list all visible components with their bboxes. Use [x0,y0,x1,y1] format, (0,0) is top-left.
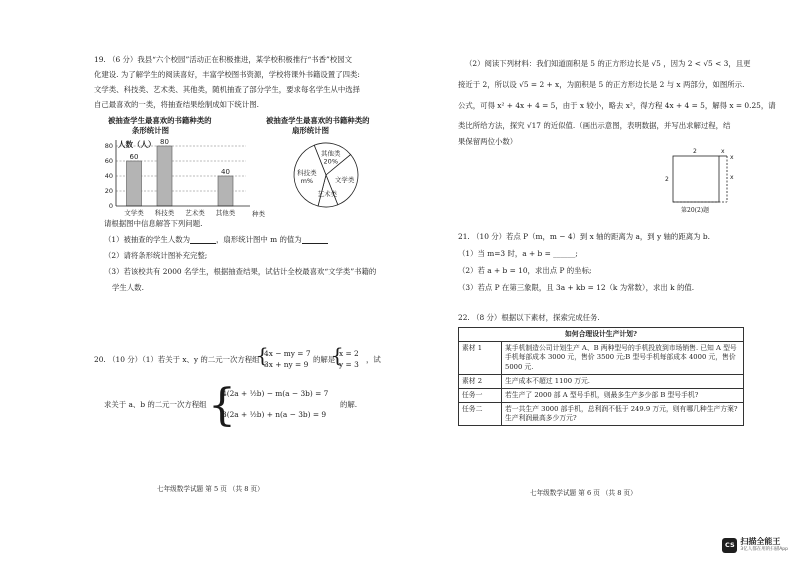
q20b-line5: 果保留两位小数） [458,137,518,146]
row-text: 若一共生产 3000 部手机，总利润不低于 249.9 万元，则有哪几种生产方案? 生产利润最高多少万元? [502,403,744,426]
bar [157,146,172,206]
q19-line4: 自己最喜欢的一类，将抽查结果绘制成如下统计图. [94,100,259,109]
pie-slice-label: 其他类 [321,149,341,158]
q19-line1: 19. （6 分）我县“六个校园”活动正在积极推进，某学校积极推行“书香”校园文 [94,55,352,64]
bar-xlabel: 种类 [252,210,265,218]
bar-category-label: 其他类 [215,209,236,217]
figure-caption: 第20(2)题 [681,207,710,214]
bar-category-label: 艺术类 [185,209,205,217]
q19-sub1a: （1）被抽查的学生人数为 [104,235,191,244]
q19-sub1 [104,235,328,244]
q20b-line3: 公式，可得 x² + 4x + 4 = 5，由于 x 较小，略去 x²，得方程 4x + 4 = 5，解得 x = 0.25，请 [458,101,776,110]
watermark-sub: 3亿人都在用的扫描App [740,547,788,553]
pie-title-2: 扇形统计图 [292,126,329,135]
q20-line2b: 的解. [340,400,358,409]
bar-chart [92,136,272,220]
camscanner-logo-icon: CS [722,538,737,553]
bar-data-label: 40 [221,168,230,176]
brace-2: { [331,343,344,367]
q21-line2: （1）当 m=3 时，a + b = ______; [458,249,578,258]
q20-line1: 20. （10 分）（1）若关于 x、y 的二元一次方程组 [94,355,260,364]
q21-line3: （2）若 a + b = 10，求出点 P 的坐标; [458,266,592,275]
bar-ytick: 60 [104,157,113,166]
pie-slice-label: 文学类 [334,175,355,184]
pie-title-1: 被抽查学生最喜欢的书籍种类的 [266,116,370,125]
q22-line1: 22. （8 分）根据以下素材，探索完成任务. [458,313,600,322]
bar [218,176,233,206]
left-footer: 七年级数学试题 第 5 页 （共 8 页） [157,485,264,493]
eq2: 3x + ny = 9 [264,360,309,369]
q19-sub3b: 学生人数. [112,283,144,292]
q21-line4: （3）若点 P 在第三象限，且 3a + kb = 12（k 为常数），求出 k 的值. [458,283,695,292]
q19-line3: 文学类、科技类、艺术类、其他类，随机抽查了部分学生，要求每名学生从中选择 [94,85,361,94]
table-row [459,403,744,426]
bar-ytick: 40 [104,172,113,181]
table-row [459,328,744,342]
table-row [459,374,744,388]
table-row [459,388,744,402]
material-table [458,327,744,426]
pie-slice-label: 科技类 [297,169,317,178]
bar-ytick: 20 [104,187,113,196]
sol1: x = 2 [339,349,359,358]
table-header: 如何合理设计生产计划? [459,328,744,342]
pie-chart [282,136,372,216]
row-label: 任务二 [459,403,502,426]
fig-label-top: 2 [693,148,697,155]
bar [127,161,142,206]
q19-sub2: （2）请将条形统计图补充完整; [104,251,208,260]
answer-blank-2[interactable] [302,236,328,244]
brace-1: { [256,343,269,367]
eq1: 4x − my = 7 [264,349,311,358]
row-text: 某手机制造公司计划生产 A、B 两种型号的手机投放到市场销售. 已知 A 型号手机每部成本 3000 元，售价 3500 元;B 型号手机每部成本 4000 元，售价 5000 元. [502,342,744,375]
pie-slice-label: 艺术类 [317,190,337,199]
q20-line2: 求关于 a、b 的二元一次方程组 [104,400,207,409]
fig-label-top-right: x [721,148,725,155]
q19-sub3a: （3）若该校共有 2000 名学生，根据抽查结果，试估计全校最喜欢“文学类”书籍的 [104,267,377,276]
q20b-line1: （2）阅读下列材料：我们知道面积是 5 的正方形边长是 √5 ，因为 2 < √5 < 3，且更 [465,59,751,68]
q20b-line2: 接近于 2，所以设 √5 = 2 + x，为面积是 5 的正方形边长是 2 与 x 两部分，如图所示. [458,80,745,89]
q19-intro: 请根据图中信息解答下列问题. [104,219,203,228]
eq3: 4(2a + ½b) − m(a − 3b) = 7 [222,389,329,398]
brace-3: { [208,380,236,431]
q19-sub1b: ，扇形统计图中 m 的值为 [216,235,302,244]
answer-blank-1[interactable] [190,236,216,244]
row-label: 任务一 [459,388,502,402]
bar-category-label: 文学类 [124,209,144,217]
q20b-line4: 类比所给方法，探究 √17 的近似值.（画出示意图，表明数据，并写出求解过程，结 [458,121,731,130]
bar-ytick: 80 [104,142,113,151]
pie-slice-value: m% [300,177,314,186]
sol2: y = 3 [339,360,359,369]
bar-title-2: 条形统计图 [132,126,169,135]
bar-data-label: 60 [129,153,139,161]
row-label: 素材 1 [459,342,502,375]
right-page [397,0,794,561]
fig-label-left: 2 [665,176,669,183]
row-text: 生产成本不超过 1100 万元. [502,374,744,388]
bar-title-1: 被抽查学生最喜欢的书籍种类的 [108,116,212,125]
row-text: 若生产了 2000 部 A 型号手机，则最多生产多少部 B 型号手机? [502,388,744,402]
bar-category-label: 科技类 [154,209,175,217]
q20-mid: 的解是 [313,355,336,364]
bar-ylabel: 人数（人） [118,140,156,149]
square-figure [663,146,743,208]
fig-label-corner: x [730,154,734,161]
pie-slice-value: 20% [323,157,339,166]
q21-line1: 21. （10 分）若点 P（m，m − 4）到 x 轴的距离为 a，到 y 轴的距离为 b. [458,232,710,241]
q19-line2: 化建设. 为了解学生的阅读喜好，丰富学校图书资源，学校将课外书籍设置了四类: [94,70,360,79]
bar-data-label: 80 [160,138,169,146]
fig-label-right: x [730,174,734,181]
bar-ytick: 0 [108,202,113,211]
watermark-title: 扫描全能王 [740,537,781,547]
eq4: 3(2a + ½b) + n(a − 3b) = 9 [222,410,327,419]
scanner-watermark [722,537,788,553]
table-row [459,342,744,375]
q20-tail: ，试 [366,355,381,364]
right-footer: 七年级数学试题 第 6 页 （共 8 页） [530,489,637,497]
row-label: 素材 2 [459,374,502,388]
